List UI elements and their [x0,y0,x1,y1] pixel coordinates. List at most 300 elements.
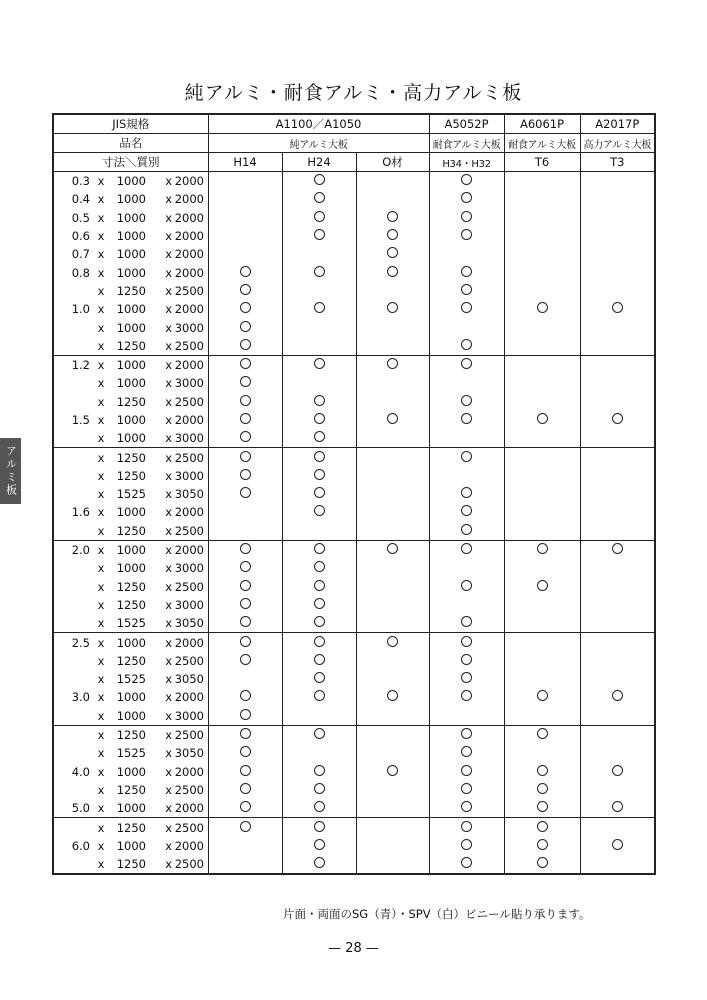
availability-cell [356,670,429,688]
dimension-cell [53,596,208,614]
availability-cell [356,540,429,559]
availability-cell [356,799,429,818]
thickness [54,616,94,630]
times-symbol: x [165,247,172,262]
thickness: 0.5 [71,210,90,225]
availability-cell [356,429,429,448]
product-high-strength: 高力アルミ大板 [580,134,655,153]
available-mark-icon [240,413,251,424]
length: 3000 [174,431,204,446]
times-symbol: x [97,635,105,650]
availability-cell [504,355,580,374]
dimension-cell [53,503,208,521]
available-mark-icon [461,821,472,832]
table-row [53,837,655,855]
available-mark-icon [314,229,325,240]
product-corrosion-resistant-1: 耐食アルミ大板 [429,134,504,153]
availability-cell [282,818,356,837]
length: 2000 [174,801,204,816]
availability-cell [356,282,429,300]
availability-cell [429,855,504,874]
available-mark-icon [537,728,548,739]
dimension-temper-label: 寸法＼質別 [53,153,208,172]
width: 1250 [116,523,146,538]
available-mark-icon [240,543,251,554]
table-row [53,209,655,227]
times-symbol: x [165,561,172,576]
availability-cell [356,467,429,485]
times-symbol: x [165,857,172,872]
availability-cell [504,781,580,799]
availability-cell [282,227,356,245]
thickness [54,395,94,409]
width: 1000 [116,229,146,244]
dimension-cell [53,448,208,467]
length: 2500 [174,857,204,872]
length: 2000 [174,690,204,705]
table-row [53,855,655,874]
thickness: 0.8 [71,265,90,280]
dimension-cell [53,781,208,799]
available-mark-icon [240,598,251,609]
availability-cell [356,855,429,874]
availability-cell [580,596,655,614]
times-symbol: x [97,708,105,723]
availability-cell [504,411,580,429]
width: 1000 [116,838,146,853]
available-mark-icon [461,358,472,369]
times-symbol: x [97,653,105,668]
available-mark-icon [314,598,325,609]
available-mark-icon [240,580,251,591]
dimension-cell [53,578,208,596]
width: 1000 [116,801,146,816]
width: 1250 [116,597,146,612]
table-row [53,818,655,837]
availability-cell [429,652,504,670]
available-mark-icon [461,783,472,794]
times-symbol: x [97,338,105,353]
available-mark-icon [314,266,325,277]
availability-cell [208,429,282,448]
table-row [53,355,655,374]
dimension-cell [53,300,208,318]
availability-cell [504,707,580,726]
length: 3050 [174,487,204,502]
availability-cell [580,209,655,227]
width: 1000 [116,505,146,520]
availability-cell [429,263,504,281]
availability-cell [356,596,429,614]
availability-cell [580,855,655,874]
width: 1000 [116,265,146,280]
availability-cell [504,614,580,633]
thickness [54,524,94,538]
availability-cell [580,263,655,281]
times-symbol: x [97,782,105,797]
thickness [54,821,94,835]
available-mark-icon [314,654,325,665]
availability-cell [504,393,580,411]
table-row [53,578,655,596]
available-mark-icon [461,616,472,627]
availability-cell [580,670,655,688]
times-symbol: x [97,543,105,558]
thickness [54,654,94,668]
length: 2500 [174,450,204,465]
thickness [54,469,94,483]
availability-cell [356,652,429,670]
table-row [53,522,655,541]
availability-cell [356,725,429,744]
table-row [53,799,655,818]
availability-cell [429,744,504,762]
thickness: 0.4 [71,192,90,207]
availability-cell [282,652,356,670]
dimension-cell [53,209,208,227]
temper-h14: H14 [208,153,282,172]
length: 2500 [174,338,204,353]
availability-cell [504,374,580,392]
times-symbol: x [165,487,172,502]
width: 1525 [116,746,146,761]
length: 2000 [174,358,204,373]
availability-cell [580,614,655,633]
times-symbol: x [97,229,105,244]
availability-cell [208,355,282,374]
availability-cell [580,300,655,318]
dimension-cell [53,707,208,726]
times-symbol: x [97,413,105,427]
availability-cell [580,818,655,837]
availability-cell [282,245,356,263]
available-mark-icon [461,487,472,498]
availability-cell [282,503,356,521]
times-symbol: x [97,487,105,502]
availability-cell [504,172,580,191]
times-symbol: x [165,728,172,743]
availability-cell [356,633,429,652]
dimension-cell [53,725,208,744]
times-symbol: x [97,450,105,465]
dimension-cell [53,282,208,300]
availability-cell [504,670,580,688]
thickness [54,487,94,501]
table-row [53,411,655,429]
availability-cell [504,485,580,503]
availability-cell [356,209,429,227]
available-mark-icon [461,413,472,424]
availability-cell [504,837,580,855]
availability-cell [504,725,580,744]
times-symbol: x [165,210,172,225]
times-symbol: x [97,728,105,743]
availability-cell [208,688,282,706]
table-row [53,429,655,448]
availability-cell [282,318,356,336]
times-symbol: x [165,394,172,409]
availability-cell [429,688,504,706]
availability-cell [580,245,655,263]
availability-cell [282,282,356,300]
times-symbol: x [165,616,172,631]
availability-cell [429,337,504,356]
width: 1250 [116,283,146,298]
table-row [53,670,655,688]
availability-cell [504,596,580,614]
jis-a6061p: A6061P [504,114,580,134]
dimension-cell [53,227,208,245]
availability-cell [504,282,580,300]
availability-cell [580,393,655,411]
width: 1250 [116,450,146,465]
available-mark-icon [537,765,548,776]
availability-cell [208,209,282,227]
available-mark-icon [461,690,472,701]
product-name-label: 品名 [53,134,208,153]
availability-cell [580,725,655,744]
availability-cell [282,596,356,614]
length: 2500 [174,653,204,668]
length: 2000 [174,543,204,558]
dimension-cell [53,485,208,503]
times-symbol: x [165,838,172,853]
thickness [54,431,94,445]
times-symbol: x [165,229,172,244]
aluminum-plate-size-table [52,113,656,875]
dimension-cell [53,467,208,485]
width: 1525 [116,487,146,502]
availability-cell [208,374,282,392]
temper-h24: H24 [282,153,356,172]
availability-cell [356,448,429,467]
availability-cell [208,652,282,670]
availability-cell [580,707,655,726]
dimension-cell [53,429,208,448]
width: 1250 [116,857,146,872]
table-row [53,596,655,614]
available-mark-icon [537,801,548,812]
available-mark-icon [537,580,548,591]
width: 1000 [116,690,146,705]
available-mark-icon [240,266,251,277]
availability-cell [208,596,282,614]
table-row [53,652,655,670]
table-row [53,744,655,762]
available-mark-icon [240,395,251,406]
availability-cell [356,744,429,762]
thickness [54,376,94,390]
available-mark-icon [461,266,472,277]
available-mark-icon [612,839,623,850]
thickness: 2.0 [71,543,90,558]
length: 2500 [174,728,204,743]
availability-cell [429,448,504,467]
availability-cell [429,429,504,448]
availability-cell [282,467,356,485]
availability-cell [208,522,282,541]
availability-cell [208,245,282,263]
available-mark-icon [461,451,472,462]
availability-cell [356,578,429,596]
available-mark-icon [612,690,623,701]
available-mark-icon [240,376,251,387]
availability-cell [282,485,356,503]
available-mark-icon [314,543,325,554]
availability-cell [282,707,356,726]
availability-cell [208,485,282,503]
dimension-cell [53,190,208,208]
length: 3050 [174,672,204,687]
available-mark-icon [612,302,623,313]
availability-cell [504,855,580,874]
available-mark-icon [461,672,472,683]
thickness [54,746,94,760]
section-side-tab: アルミ板 [0,438,21,504]
temper-t3: T3 [580,153,655,172]
thickness [54,709,94,723]
available-mark-icon [314,765,325,776]
available-mark-icon [612,801,623,812]
thickness [54,728,94,742]
availability-cell [429,781,504,799]
table-row [53,614,655,633]
availability-cell [208,633,282,652]
length: 2500 [174,523,204,538]
dimension-cell [53,763,208,781]
availability-cell [580,318,655,336]
availability-cell [580,633,655,652]
availability-cell [504,245,580,263]
length: 2000 [174,247,204,262]
available-mark-icon [240,783,251,794]
availability-cell [282,763,356,781]
availability-cell [356,688,429,706]
table-row [53,318,655,336]
availability-cell [282,263,356,281]
availability-cell [429,172,504,191]
availability-cell [504,503,580,521]
available-mark-icon [240,284,251,295]
thickness [54,339,94,353]
times-symbol: x [97,192,105,207]
available-mark-icon [461,801,472,812]
availability-cell [580,522,655,541]
times-symbol: x [97,283,105,298]
product-pure-aluminum: 純アルミ大板 [208,134,429,153]
available-mark-icon [314,413,325,424]
width: 1250 [116,782,146,797]
availability-cell [208,393,282,411]
availability-cell [208,337,282,356]
availability-cell [356,355,429,374]
availability-cell [208,190,282,208]
available-mark-icon [314,672,325,683]
availability-cell [356,837,429,855]
width: 1000 [116,320,146,335]
times-symbol: x [165,746,172,761]
available-mark-icon [240,431,251,442]
table-row [53,337,655,356]
width: 1250 [116,394,146,409]
availability-cell [356,318,429,336]
availability-cell [282,633,356,652]
table-row [53,633,655,652]
available-mark-icon [461,339,472,350]
times-symbol: x [165,450,172,465]
availability-cell [504,763,580,781]
width: 1000 [116,192,146,207]
times-symbol: x [97,838,105,853]
times-symbol: x [97,210,105,225]
availability-cell [504,227,580,245]
availability-cell [580,411,655,429]
availability-cell [504,209,580,227]
available-mark-icon [314,580,325,591]
availability-cell [356,707,429,726]
thickness: 6.0 [71,838,90,853]
available-mark-icon [537,821,548,832]
availability-cell [208,707,282,726]
availability-cell [429,725,504,744]
length: 2000 [174,210,204,225]
availability-cell [282,578,356,596]
availability-cell [282,393,356,411]
availability-cell [429,818,504,837]
available-mark-icon [240,302,251,313]
availability-cell [580,799,655,818]
times-symbol: x [165,579,172,594]
table-row [53,448,655,467]
times-symbol: x [165,174,172,189]
availability-cell [282,540,356,559]
availability-cell [356,190,429,208]
availability-cell [356,300,429,318]
available-mark-icon [314,801,325,812]
available-mark-icon [314,451,325,462]
length: 2500 [174,820,204,835]
availability-cell [208,614,282,633]
times-symbol: x [97,320,105,335]
availability-cell [429,633,504,652]
length: 2500 [174,782,204,797]
width: 1000 [116,210,146,225]
table-row [53,393,655,411]
dimension-cell [53,818,208,837]
times-symbol: x [97,616,105,631]
availability-cell [504,633,580,652]
width: 1000 [116,561,146,576]
availability-cell [429,374,504,392]
table-row [53,227,655,245]
available-mark-icon [461,728,472,739]
table-body [53,172,655,875]
available-mark-icon [314,636,325,647]
availability-cell [429,837,504,855]
table-row [53,374,655,392]
thickness: 1.6 [71,505,90,520]
available-mark-icon [612,413,623,424]
times-symbol: x [97,801,105,816]
jis-a5052p: A5052P [429,114,504,134]
availability-cell [429,670,504,688]
availability-cell [208,763,282,781]
availability-cell [208,227,282,245]
times-symbol: x [165,265,172,280]
availability-cell [282,855,356,874]
length: 3000 [174,320,204,335]
available-mark-icon [314,821,325,832]
